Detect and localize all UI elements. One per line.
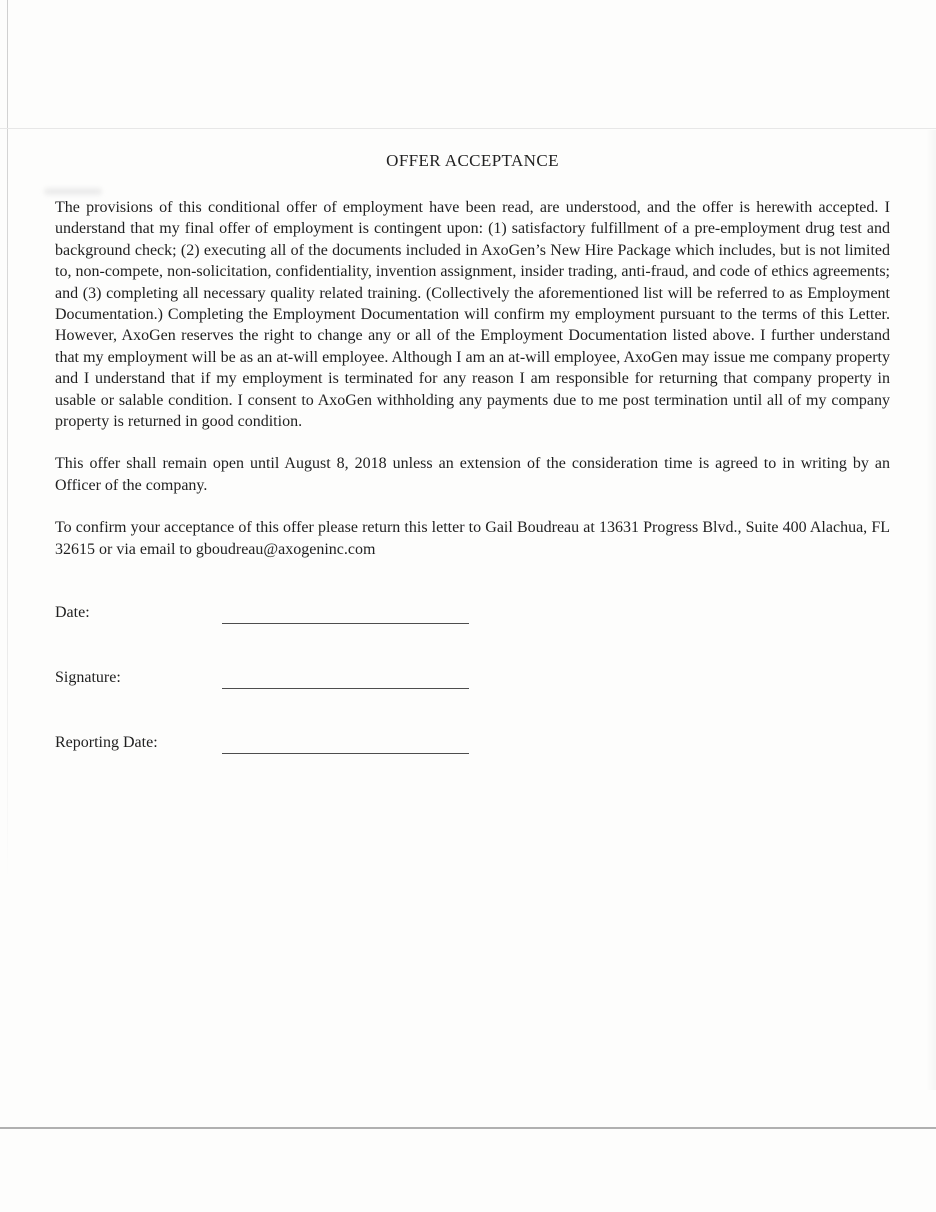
signature-field-row [55, 665, 890, 689]
date-blank-line [222, 603, 469, 624]
scan-artifact-streak [926, 130, 936, 1090]
paragraph-return-instructions: To confirm your acceptance of this offer please return this letter to Gail Boudreau at 13631 Progress Blvd., Suite 400 Alachua, FL 32615 or via email to gboudreau@axogeninc.com [55, 519, 890, 558]
scan-bottom-rule [0, 1127, 936, 1129]
reporting-date-field-row [55, 730, 890, 754]
signature-blank-line [222, 668, 469, 689]
signature-label: Signature: [55, 669, 121, 687]
signature-fields [55, 600, 890, 754]
date-field-row [55, 600, 890, 624]
paragraph-offer-deadline: This offer shall remain open until August 8, 2018 unless an extension of the consideration time is agreed to in writing by an Officer of the company. [55, 455, 890, 494]
reporting-date-blank-line [222, 733, 469, 754]
page-title: OFFER ACCEPTANCE [386, 151, 559, 170]
reporting-date-label: Reporting Date: [55, 734, 158, 752]
scan-left-edge-line [7, 0, 8, 880]
document-content [55, 128, 890, 795]
date-label: Date: [55, 604, 90, 622]
paragraph-acceptance-terms: The provisions of this conditional offer of employment have been read, are understood, and the offer is herewith accepted. I understand that my final offer of employment is contingent upon: (1) satisfactory fulfillment of a pre-employment drug test and background check; (2) executing all of the documents included in AxoGen’s New Hire Package which includes, but is not limited to, non-compete, non-solicitation, confidentiality, invention assignment, insider trading, anti-fraud, and code of ethics agreements; and (3) completing all necessary quality related training. (Collectively the aforementioned list will be referred to as Employment Documentation.) Completing the Employment Documentation will confirm my employment pursuant to the terms of this Letter. However, AxoGen reserves the right to change any or all of the Employment Documentation listed above. I further understand that my employment will be as an at-will employee. Although I am an at-will employee, AxoGen may issue me company property and I understand that if my employment is terminated for any reason I am responsible for returning that company property in usable or salable condition. I consent to AxoGen withholding any payments due to me post termination until all of my company property is returned in good condition. [55, 199, 890, 431]
